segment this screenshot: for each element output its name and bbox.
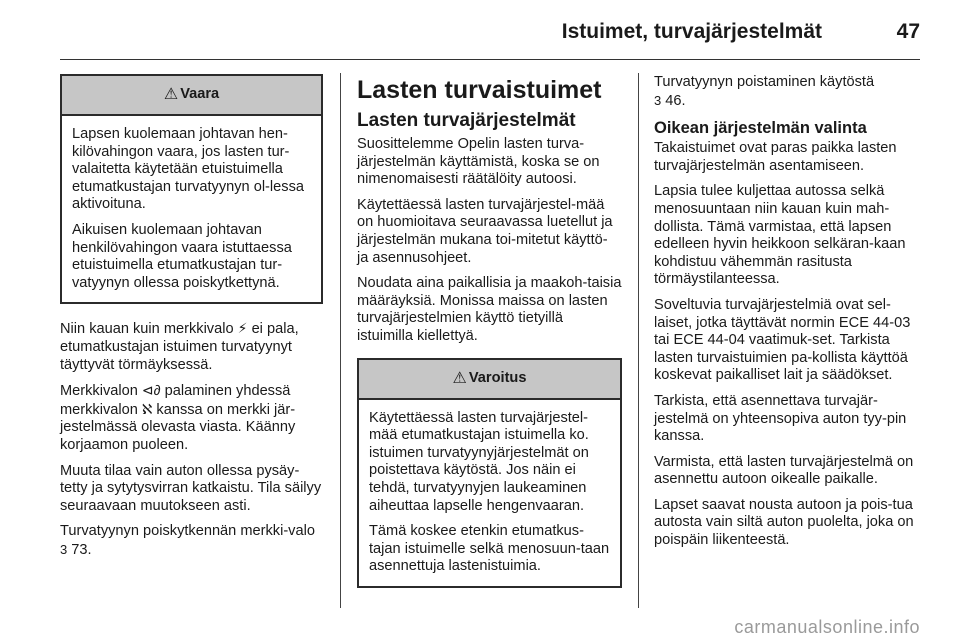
paragraph: Muuta tilaa vain auton ollessa pysäy-tetty ja sytytysvirran katkaistu. Tila säilyy seuraavaan muutokseen asti. [60,462,322,514]
airbag-off-lamp-icon: ⚡ [237,320,248,337]
subsection-title: Oikean järjestelmän valinta [654,119,867,138]
paragraph: Tarkista, että asennettava turvajär-jestelmä on yhteensopiva auton tyy-pin kanssa. [654,392,907,445]
page-number: 47 [896,20,920,43]
danger-box-title: Vaara [180,86,220,103]
danger-text-2: Aikuisen kuolemaan johtavan henkilövahingon vaara istuttaessa etuistuimella etumatkustajan tur-vatyynyn ollessa poiskytkettynä. [72,221,292,291]
warning-icon: ⚠ [452,369,467,387]
watermark: carmanualsonline.info [734,617,920,637]
page-ref-arrow-icon[interactable]: 3 [60,541,68,557]
paragraph: Turvatyynyn poiskytkennän merkki-valo 3 73. [60,523,315,558]
paragraph: Suosittelemme Opelin lasten turva-järjestelmän käyttämistä, koska se on nimenomaisesti räätälöity autoosi. [357,136,600,188]
paragraph: Takaistuimet ovat paras paikka lasten turvajärjestelmän asentamiseen. [654,140,897,174]
column-divider-1 [340,73,341,608]
caution-text-2: Tämä koskee etenkin etumatkus-tajan istuimelle selkä menosuun-taan asennettuja lastenistuimia. [369,523,610,575]
caution-box-header [359,360,620,400]
danger-box [60,74,323,304]
caution-box [357,358,622,588]
paragraph: Varmista, että lasten turvajärjestelmä on asennettu autoon oikealle paikalle. [654,453,914,488]
passenger-airbag-lamp-icon: ℵ [141,400,153,417]
section-title: Lasten turvaistuimet [357,76,602,104]
column-3 [654,74,922,558]
page-header [0,18,920,48]
caution-text-1: Käytettäessä lasten turvajärjestel-mää etumatkustajan istuimella ko. istuimen turvatyynyjärjestelmät on poistettava käytöstä. Jos näin ei tehdä, turvatyynyjen laukeaminen aiheuttaa lapselle hengenvaaran. [369,409,589,514]
page-ref-arrow-icon[interactable]: 3 [654,92,662,108]
warning-icon: ⚠ [163,86,179,104]
danger-box-header [62,76,321,116]
paragraph: Lapsia tulee kuljettaa autossa selkä menosuuntaan niin kauan kuin mah-dollista. Tämä varmistaa, että lapsen edelleen hyvin heikkoon selkäran-kaan kohdistuu vähemmän rasitusta törmäystilanteessa. [654,183,906,288]
paragraph: Merkkivalon ⊲∂ palaminen yhdessä merkkivalon ℵ kanssa on merkki jär-jestelmässä olevasta viasta. Käänny korjaamon puoleen. [60,382,296,453]
paragraph: Niin kauan kuin merkkivalo ⚡ ei pala, etumatkustajan istuimen turvatyynyt täyttyvät törmäyksessä. [60,320,299,373]
header-rule [60,59,920,60]
caution-box-title: Varoitus [468,369,527,386]
paragraph: Noudata aina paikallisia ja maakoh-taisia määräyksiä. Monissa maissa on lasten turvajärjestelmien käyttö tietyillä istuimilla kiellettyä. [357,275,622,344]
column-2 [357,74,622,604]
airbag-service-lamp-icon: ⊲∂ [141,382,161,399]
danger-text-1: Lapsen kuolemaan johtavan hen-kilövahingon vaara, jos lasten tur-valaitetta käytetään etuistuimella etumatkustajan turvatyynyn ol-lessa aktivoituna. [72,126,304,213]
subsection-title: Lasten turvajärjestelmät [357,110,576,131]
paragraph: Käytettäessä lasten turvajärjestel-mää on huomioitava seuraavassa luetellut ja järjestelmän mukana toi-mitetut käyttö- ja asennusohjeet. [357,196,613,266]
paragraph: Lapset saavat nousta autoon ja pois-tua autosta vain siltä auton puolelta, joka on poispäin liikenteestä. [654,496,914,549]
column-1 [60,74,323,567]
paragraph: Soveltuvia turvajärjestelmiä ovat sel-laiset, jotka täyttävät normin ECE 44-03 tai ECE 44-04 vaatimuk-set. Tarkista lasten turvaistuimien pa-kollista käyttöä koskevat paikalliset lait ja säädökset. [654,296,911,384]
header-title: Istuimet, turvajärjestelmät [561,20,822,43]
column-divider-2 [638,73,639,608]
paragraph: Turvatyynyn poistaminen käytöstä 3 46. [654,74,875,109]
